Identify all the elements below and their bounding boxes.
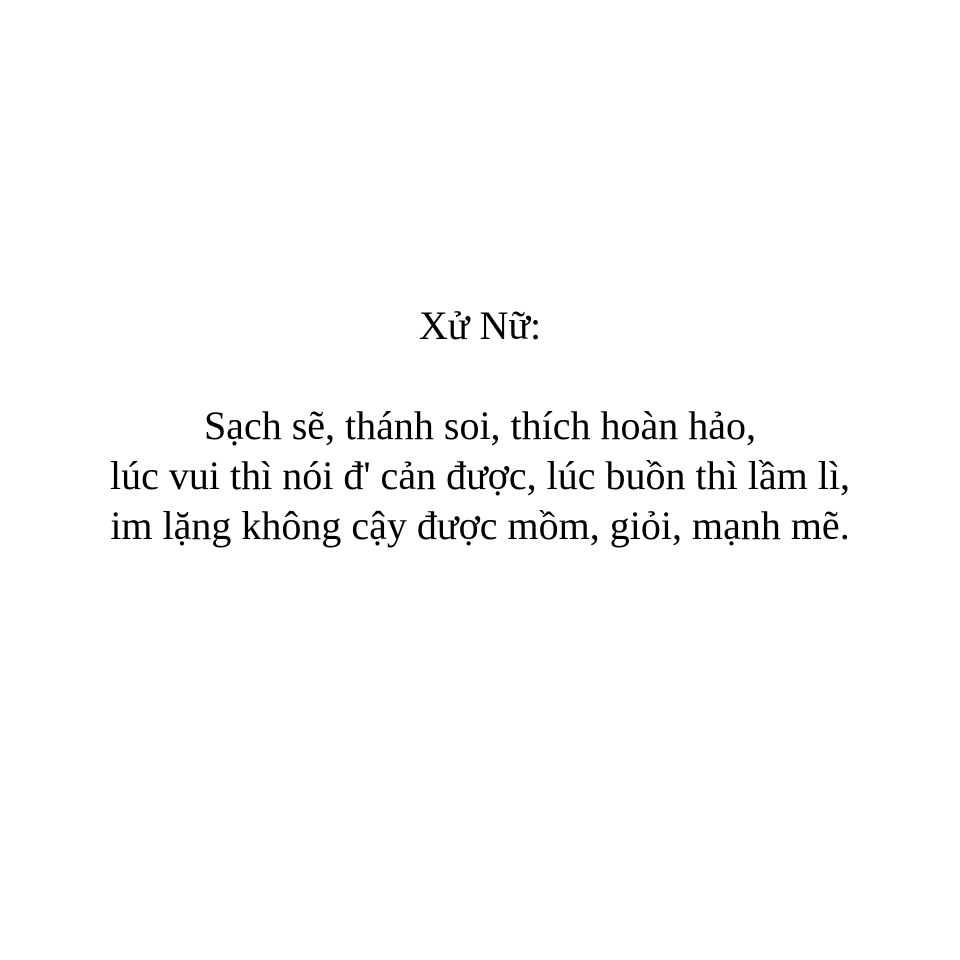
body-line-3: im lặng không cậy được mồm, giỏi, mạnh mẽ. <box>110 503 850 548</box>
body-line-2: lúc vui thì nói đ' cản được, lúc buồn thì lầm lì, <box>110 453 850 498</box>
body-line-1: Sạch sẽ, thánh soi, thích hoàn hảo, <box>203 403 757 448</box>
spacer <box>0 355 960 401</box>
heading-text: Xử Nữ: <box>418 303 542 348</box>
text-block <box>0 297 960 551</box>
